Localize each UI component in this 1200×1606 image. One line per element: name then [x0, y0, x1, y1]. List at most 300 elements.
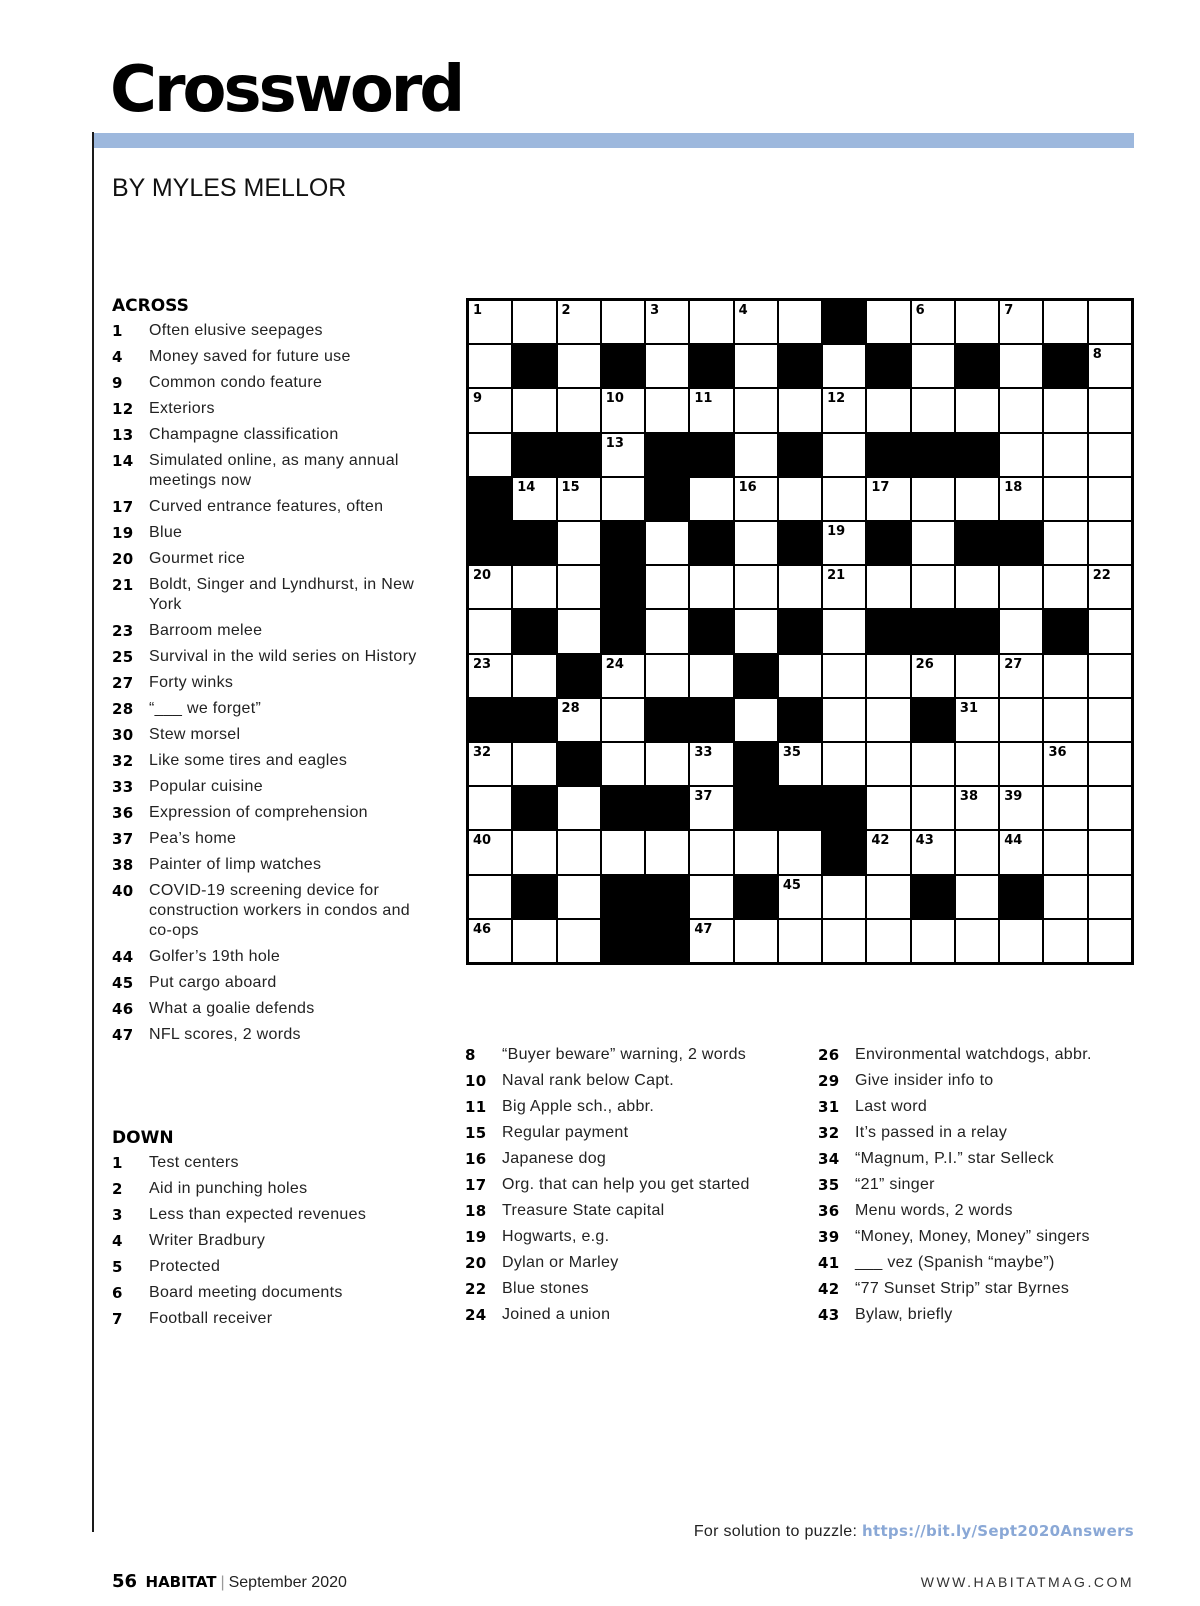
grid-cell[interactable] — [866, 742, 910, 786]
cell-number: 40 — [473, 833, 492, 849]
grid-cell[interactable] — [645, 742, 689, 786]
grid-cell[interactable] — [734, 344, 778, 388]
grid-cell[interactable] — [557, 477, 601, 521]
grid-cell[interactable] — [911, 344, 955, 388]
grid-cell[interactable] — [468, 919, 512, 963]
grid-cell[interactable] — [911, 742, 955, 786]
grid-block — [601, 786, 645, 830]
clue-text: Japanese dog — [502, 1150, 607, 1167]
clue-number: 40 — [112, 882, 134, 900]
clue-number: 17 — [465, 1176, 487, 1194]
clue-number: 32 — [818, 1124, 840, 1142]
grid-cell[interactable] — [645, 300, 689, 344]
grid-cell[interactable] — [689, 477, 733, 521]
grid-cell[interactable] — [955, 388, 999, 432]
grid-cell[interactable] — [734, 388, 778, 432]
grid-cell[interactable] — [512, 830, 556, 874]
cell-number: 12 — [827, 391, 846, 407]
grid-cell[interactable] — [689, 654, 733, 698]
grid-block — [645, 875, 689, 919]
grid-cell[interactable] — [1043, 742, 1087, 786]
grid-cell[interactable] — [911, 521, 955, 565]
grid-block — [778, 521, 822, 565]
grid-cell[interactable] — [822, 477, 866, 521]
grid-cell[interactable] — [1088, 344, 1132, 388]
grid-cell[interactable] — [645, 388, 689, 432]
clue-text: Exteriors — [149, 400, 215, 417]
grid-cell[interactable] — [866, 875, 910, 919]
grid-cell[interactable] — [1088, 830, 1132, 874]
grid-cell[interactable] — [601, 300, 645, 344]
clue-text: Curved entrance features, often — [149, 498, 384, 515]
clue-item — [112, 673, 427, 693]
clue-number: 25 — [112, 648, 134, 666]
grid-cell[interactable] — [512, 919, 556, 963]
grid-cell[interactable] — [822, 742, 866, 786]
clue-number: 5 — [112, 1258, 123, 1276]
grid-block — [999, 875, 1043, 919]
grid-cell[interactable] — [866, 654, 910, 698]
grid-cell[interactable] — [1088, 477, 1132, 521]
clue-number: 45 — [112, 974, 134, 992]
grid-cell[interactable] — [645, 344, 689, 388]
grid-cell[interactable] — [822, 654, 866, 698]
clue-number: 15 — [465, 1124, 487, 1142]
grid-cell[interactable] — [512, 477, 556, 521]
grid-cell[interactable] — [1088, 919, 1132, 963]
clue-number: 4 — [112, 1232, 123, 1250]
grid-cell[interactable] — [822, 875, 866, 919]
cell-number: 45 — [782, 877, 801, 893]
grid-block — [866, 521, 910, 565]
clue-item — [465, 1305, 785, 1325]
grid-cell[interactable] — [645, 609, 689, 653]
clue-number: 28 — [112, 700, 134, 718]
clue-text: Expression of comprehension — [149, 804, 368, 821]
clue-text: “21” singer — [855, 1176, 935, 1193]
grid-cell[interactable] — [557, 344, 601, 388]
clue-text: What a goalie defends — [149, 1000, 315, 1017]
clue-item — [818, 1045, 1138, 1065]
grid-cell[interactable] — [557, 609, 601, 653]
grid-cell[interactable] — [955, 786, 999, 830]
grid-cell[interactable] — [468, 300, 512, 344]
clue-number: 8 — [465, 1046, 476, 1064]
grid-cell[interactable] — [734, 433, 778, 477]
clue-item — [112, 1153, 427, 1173]
grid-cell[interactable] — [999, 830, 1043, 874]
grid-cell[interactable] — [955, 698, 999, 742]
clue-item — [112, 777, 427, 797]
cell-number: 38 — [959, 789, 979, 805]
clue-text: Stew morsel — [149, 726, 241, 743]
grid-block — [999, 521, 1043, 565]
website-url[interactable]: WWW.HABITATMAG.COM — [920, 1574, 1134, 1590]
clue-number: 14 — [112, 452, 134, 470]
issue-date: September 2020 — [228, 1574, 347, 1591]
clue-item — [465, 1279, 785, 1299]
grid-cell[interactable] — [468, 654, 512, 698]
grid-cell[interactable] — [955, 919, 999, 963]
clue-item — [818, 1149, 1138, 1169]
grid-cell[interactable] — [1043, 433, 1087, 477]
grid-cell[interactable] — [999, 477, 1043, 521]
grid-cell[interactable] — [1088, 300, 1132, 344]
clue-text: Hogwarts, e.g. — [502, 1228, 610, 1245]
clue-item — [465, 1071, 785, 1091]
grid-cell[interactable] — [778, 830, 822, 874]
grid-cell[interactable] — [955, 300, 999, 344]
cell-number: 39 — [1004, 789, 1023, 805]
grid-cell[interactable] — [734, 830, 778, 874]
grid-cell[interactable] — [1088, 654, 1132, 698]
magazine-name: HABITAT — [145, 1573, 217, 1591]
grid-block — [866, 609, 910, 653]
clue-item — [112, 321, 427, 341]
grid-cell[interactable] — [911, 477, 955, 521]
grid-cell[interactable] — [689, 300, 733, 344]
grid-cell[interactable] — [468, 433, 512, 477]
grid-cell[interactable] — [557, 919, 601, 963]
grid-cell[interactable] — [734, 698, 778, 742]
cell-number: 7 — [1004, 303, 1014, 318]
grid-cell[interactable] — [955, 875, 999, 919]
grid-cell[interactable] — [911, 654, 955, 698]
grid-cell[interactable] — [601, 477, 645, 521]
grid-cell[interactable] — [1043, 830, 1087, 874]
grid-cell[interactable] — [999, 786, 1043, 830]
clue-item — [818, 1097, 1138, 1117]
grid-cell[interactable] — [468, 388, 512, 432]
grid-block — [778, 609, 822, 653]
grid-block — [468, 477, 512, 521]
clue-text: Protected — [149, 1258, 221, 1275]
clue-number: 21 — [112, 576, 134, 594]
clue-number: 11 — [465, 1098, 487, 1116]
grid-cell[interactable] — [468, 786, 512, 830]
clue-item — [112, 829, 427, 849]
grid-cell[interactable] — [1088, 742, 1132, 786]
grid-cell[interactable] — [999, 654, 1043, 698]
clue-text: Painter of limp watches — [149, 856, 322, 873]
grid-cell[interactable] — [689, 742, 733, 786]
cell-number: 18 — [1004, 479, 1023, 495]
grid-cell[interactable] — [955, 742, 999, 786]
grid-cell[interactable] — [778, 919, 822, 963]
clue-number: 37 — [112, 830, 134, 848]
grid-block — [689, 698, 733, 742]
grid-cell[interactable] — [734, 477, 778, 521]
grid-cell[interactable] — [866, 830, 910, 874]
grid-cell[interactable] — [1043, 565, 1087, 609]
grid-cell[interactable] — [866, 388, 910, 432]
grid-block — [512, 344, 556, 388]
clue-number: 31 — [818, 1098, 840, 1116]
grid-cell[interactable] — [1043, 477, 1087, 521]
grid-block — [822, 786, 866, 830]
cell-number: 28 — [561, 700, 580, 716]
grid-cell[interactable] — [689, 919, 733, 963]
cell-number: 47 — [694, 921, 713, 937]
clue-text: Board meeting documents — [149, 1284, 343, 1301]
grid-cell[interactable] — [689, 565, 733, 609]
clue-item — [112, 497, 427, 517]
grid-cell[interactable] — [512, 565, 556, 609]
clue-number: 20 — [112, 550, 134, 568]
grid-cell[interactable] — [822, 698, 866, 742]
grid-block — [645, 433, 689, 477]
grid-cell[interactable] — [1043, 875, 1087, 919]
clue-number: 1 — [112, 1154, 123, 1172]
grid-cell[interactable] — [601, 742, 645, 786]
grid-cell[interactable] — [911, 388, 955, 432]
grid-block — [822, 300, 866, 344]
grid-cell[interactable] — [689, 786, 733, 830]
grid-cell[interactable] — [866, 919, 910, 963]
grid-cell[interactable] — [689, 830, 733, 874]
clue-item — [818, 1279, 1138, 1299]
grid-cell[interactable] — [557, 830, 601, 874]
grid-cell[interactable] — [822, 919, 866, 963]
clue-text: Bylaw, briefly — [855, 1306, 953, 1323]
clue-text: Big Apple sch., abbr. — [502, 1098, 655, 1115]
clue-text: Menu words, 2 words — [855, 1202, 1013, 1219]
grid-cell[interactable] — [645, 521, 689, 565]
grid-cell[interactable] — [999, 609, 1043, 653]
clue-number: 9 — [112, 374, 123, 392]
across-heading: ACROSS — [112, 296, 189, 316]
grid-cell[interactable] — [999, 698, 1043, 742]
grid-cell[interactable] — [822, 344, 866, 388]
clue-item — [112, 399, 427, 419]
grid-cell[interactable] — [822, 565, 866, 609]
grid-cell[interactable] — [512, 654, 556, 698]
clue-item — [465, 1227, 785, 1247]
grid-cell[interactable] — [866, 477, 910, 521]
title-accent-bar — [94, 133, 1134, 148]
clue-number: 36 — [112, 804, 134, 822]
clue-text: “___ we forget” — [149, 700, 262, 717]
cell-number: 33 — [694, 745, 713, 760]
grid-block — [911, 875, 955, 919]
page-footer — [112, 1571, 347, 1592]
grid-cell[interactable] — [1088, 698, 1132, 742]
grid-block — [778, 344, 822, 388]
grid-cell[interactable] — [468, 609, 512, 653]
grid-cell[interactable] — [999, 344, 1043, 388]
clue-text: Champagne classification — [149, 426, 339, 443]
clue-text: Money saved for future use — [149, 348, 351, 365]
grid-cell[interactable] — [689, 388, 733, 432]
grid-cell[interactable] — [601, 830, 645, 874]
grid-block — [645, 786, 689, 830]
grid-cell[interactable] — [778, 654, 822, 698]
grid-cell[interactable] — [778, 477, 822, 521]
solution-link[interactable]: https://bit.ly/Sept2020Answers — [862, 1522, 1134, 1540]
clue-number: 16 — [465, 1150, 487, 1168]
grid-block — [557, 433, 601, 477]
grid-cell[interactable] — [468, 565, 512, 609]
grid-cell[interactable] — [557, 388, 601, 432]
clue-text: Football receiver — [149, 1310, 273, 1327]
clue-item — [112, 523, 427, 543]
grid-cell[interactable] — [1043, 521, 1087, 565]
grid-cell[interactable] — [512, 742, 556, 786]
cell-number: 36 — [1048, 745, 1067, 760]
grid-block — [512, 698, 556, 742]
clue-text: NFL scores, 2 words — [149, 1026, 301, 1043]
grid-cell[interactable] — [955, 654, 999, 698]
grid-cell[interactable] — [1043, 388, 1087, 432]
cell-number: 32 — [473, 745, 492, 760]
grid-cell[interactable] — [822, 609, 866, 653]
grid-cell[interactable] — [557, 698, 601, 742]
clue-number: 35 — [818, 1176, 840, 1194]
clue-text: Last word — [855, 1098, 928, 1115]
grid-cell[interactable] — [512, 388, 556, 432]
across-clues — [112, 296, 427, 1051]
grid-cell[interactable] — [734, 300, 778, 344]
grid-cell[interactable] — [557, 521, 601, 565]
clue-number: 17 — [112, 498, 134, 516]
clue-text: Environmental watchdogs, abbr. — [855, 1046, 1092, 1063]
grid-cell[interactable] — [822, 388, 866, 432]
grid-cell[interactable] — [866, 698, 910, 742]
grid-cell[interactable] — [734, 919, 778, 963]
grid-cell[interactable] — [557, 786, 601, 830]
clue-text: Common condo feature — [149, 374, 323, 391]
grid-cell[interactable] — [911, 919, 955, 963]
clue-text: Joined a union — [502, 1306, 611, 1323]
grid-cell[interactable] — [557, 565, 601, 609]
clue-item — [818, 1201, 1138, 1221]
cell-number: 14 — [517, 479, 536, 495]
grid-cell[interactable] — [955, 565, 999, 609]
clue-text: Put cargo aboard — [149, 974, 277, 991]
grid-cell[interactable] — [911, 300, 955, 344]
grid-cell[interactable] — [557, 300, 601, 344]
grid-cell[interactable] — [512, 300, 556, 344]
grid-cell[interactable] — [1043, 786, 1087, 830]
clue-text: Dylan or Marley — [502, 1254, 619, 1271]
grid-cell[interactable] — [999, 388, 1043, 432]
grid-block — [734, 875, 778, 919]
grid-cell[interactable] — [557, 875, 601, 919]
grid-cell[interactable] — [734, 609, 778, 653]
grid-block — [1043, 344, 1087, 388]
grid-cell[interactable] — [1088, 521, 1132, 565]
clue-number: 6 — [112, 1284, 123, 1302]
grid-cell[interactable] — [778, 300, 822, 344]
solution-label: For solution to puzzle: — [693, 1523, 858, 1540]
grid-cell[interactable] — [689, 875, 733, 919]
cell-number: 8 — [1092, 347, 1102, 363]
grid-cell[interactable] — [778, 742, 822, 786]
clue-number: 24 — [465, 1306, 487, 1324]
grid-cell[interactable] — [601, 654, 645, 698]
grid-cell[interactable] — [645, 565, 689, 609]
grid-cell[interactable] — [1088, 433, 1132, 477]
grid-cell[interactable] — [999, 919, 1043, 963]
grid-block — [778, 786, 822, 830]
grid-cell[interactable] — [734, 565, 778, 609]
grid-block — [911, 609, 955, 653]
clue-item — [818, 1175, 1138, 1195]
grid-cell[interactable] — [1088, 609, 1132, 653]
clue-text: “Magnum, P.I.” star Selleck — [855, 1150, 1054, 1167]
clue-text: “77 Sunset Strip” star Byrnes — [855, 1280, 1070, 1297]
grid-cell[interactable] — [1043, 698, 1087, 742]
grid-cell[interactable] — [1043, 300, 1087, 344]
clue-number: 29 — [818, 1072, 840, 1090]
grid-cell[interactable] — [866, 786, 910, 830]
grid-cell[interactable] — [1088, 565, 1132, 609]
grid-cell[interactable] — [468, 875, 512, 919]
grid-cell[interactable] — [778, 875, 822, 919]
grid-cell[interactable] — [778, 565, 822, 609]
grid-cell[interactable] — [601, 433, 645, 477]
grid-cell[interactable] — [955, 477, 999, 521]
footer-separator: | — [220, 1574, 225, 1591]
grid-cell[interactable] — [601, 698, 645, 742]
grid-cell[interactable] — [468, 344, 512, 388]
clue-text: Like some tires and eagles — [149, 752, 348, 769]
clue-number: 3 — [112, 1206, 123, 1224]
clue-item — [465, 1097, 785, 1117]
grid-block — [645, 477, 689, 521]
grid-cell[interactable] — [822, 433, 866, 477]
grid-cell[interactable] — [911, 786, 955, 830]
grid-cell[interactable] — [955, 830, 999, 874]
grid-cell[interactable] — [1043, 919, 1087, 963]
grid-cell[interactable] — [911, 830, 955, 874]
grid-cell[interactable] — [822, 521, 866, 565]
clue-item — [112, 647, 427, 667]
clue-number: 36 — [818, 1202, 840, 1220]
grid-cell[interactable] — [1043, 654, 1087, 698]
grid-cell[interactable] — [468, 742, 512, 786]
clue-item — [112, 999, 427, 1019]
grid-cell[interactable] — [911, 565, 955, 609]
grid-cell[interactable] — [468, 830, 512, 874]
grid-cell[interactable] — [778, 388, 822, 432]
grid-cell[interactable] — [1088, 786, 1132, 830]
grid-cell[interactable] — [1088, 875, 1132, 919]
grid-cell[interactable] — [645, 654, 689, 698]
clue-number: 22 — [465, 1280, 487, 1298]
grid-cell[interactable] — [1088, 388, 1132, 432]
grid-cell[interactable] — [734, 521, 778, 565]
clue-number: 18 — [465, 1202, 487, 1220]
cell-number: 17 — [871, 479, 890, 495]
grid-block — [866, 433, 910, 477]
grid-cell[interactable] — [999, 565, 1043, 609]
grid-cell[interactable] — [645, 830, 689, 874]
grid-cell[interactable] — [999, 742, 1043, 786]
clue-text: Aid in punching holes — [149, 1180, 308, 1197]
grid-block — [512, 433, 556, 477]
clue-item — [112, 425, 427, 445]
cell-number: 37 — [694, 789, 713, 805]
grid-cell[interactable] — [601, 388, 645, 432]
grid-cell[interactable] — [999, 433, 1043, 477]
grid-cell[interactable] — [866, 300, 910, 344]
clue-item — [112, 347, 427, 367]
grid-cell[interactable] — [999, 300, 1043, 344]
clue-number: 47 — [112, 1026, 134, 1044]
grid-block — [689, 344, 733, 388]
grid-cell[interactable] — [866, 565, 910, 609]
